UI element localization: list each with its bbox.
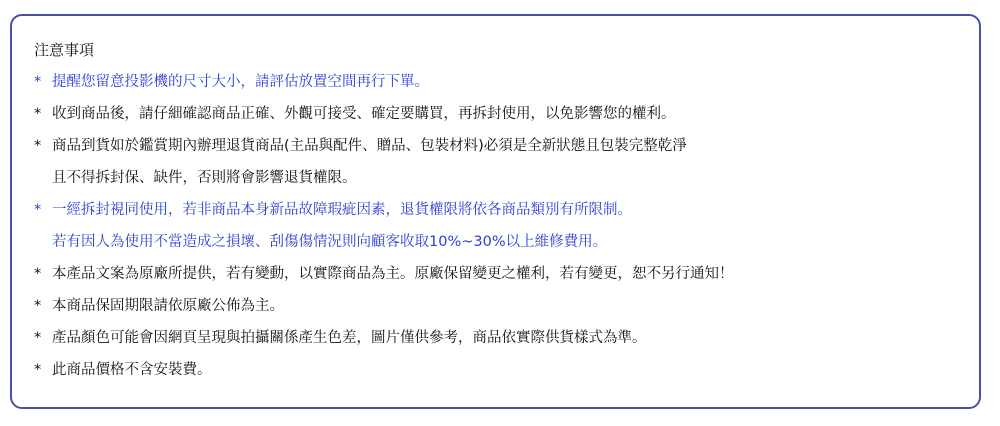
bullet: * xyxy=(34,362,42,378)
notice-line-check-product xyxy=(34,98,979,130)
notice-box xyxy=(10,14,981,409)
notice-line-manufacturer-copy xyxy=(34,258,979,290)
notice-line-return-condition-cont xyxy=(34,162,979,194)
notice-line-projector-size xyxy=(34,66,979,98)
notice-text: 提醒您留意投影機的尺寸大小，請評估放置空間再行下單。 xyxy=(52,74,429,90)
notice-line-return-condition xyxy=(34,130,979,162)
notice-text: 此商品價格不含安裝費。 xyxy=(52,362,212,378)
notice-line-unpacked-policy xyxy=(34,194,979,226)
notice-text: 收到商品後，請仔細確認商品正確、外觀可接受、確定要購買，再拆封使用，以免影響您的權利。 xyxy=(52,106,676,122)
notice-text: 一經拆封視同使用，若非商品本身新品故障瑕疵因素，退貨權限將依各商品類別有所限制。 xyxy=(52,202,632,218)
notice-line-warranty xyxy=(34,290,979,322)
notice-title: 注意事項 xyxy=(34,41,95,59)
bullet: * xyxy=(34,74,42,90)
bullet: * xyxy=(34,106,42,122)
notice-text: 若有因人為使用不當造成之損壞、刮傷傷情況則向顧客收取10%~30%以上維修費用。 xyxy=(52,234,608,250)
bullet: * xyxy=(34,202,42,218)
notice-text: 商品到貨如於鑑賞期內辦理退貨商品(主品與配件、贈品、包裝材料)必須是全新狀態且包裝完整乾淨 xyxy=(52,138,687,154)
bullet: * xyxy=(34,330,42,346)
bullet: * xyxy=(34,266,42,282)
notice-text: 本商品保固期限請依原廠公佈為主。 xyxy=(52,298,284,314)
bullet: * xyxy=(34,298,42,314)
notice-line-color-difference xyxy=(34,322,979,354)
notice-line-installation-fee xyxy=(34,354,979,386)
notice-text: 本產品文案為原廠所提供，若有變動，以實際商品為主。原廠保留變更之權利，若有變更，恕不另行通知！ xyxy=(52,266,734,282)
notice-line-repair-fee xyxy=(34,226,979,258)
notice-text: 產品顏色可能會因網頁呈現與拍攝關係產生色差，圖片僅供參考，商品依實際供貨樣式為準。 xyxy=(52,330,647,346)
bullet: * xyxy=(34,138,42,154)
notice-text: 且不得拆封保、缺件，否則將會影響退貨權限。 xyxy=(52,170,357,186)
